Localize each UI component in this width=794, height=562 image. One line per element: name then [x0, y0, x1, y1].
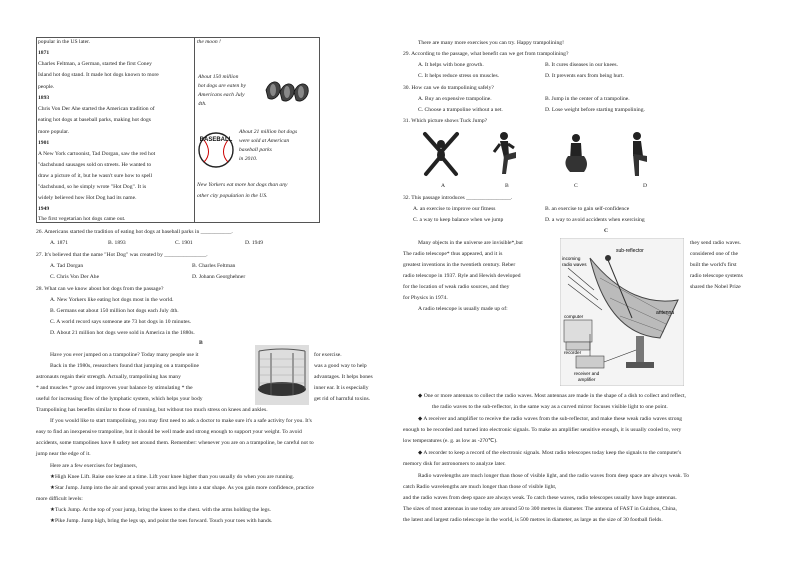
- passage-b-line: accidents, some trampolines have 8 safety net around them. Remember: whenever you are on a trampoline, be careful not to: [36, 440, 314, 446]
- passage-c-line: for the location of weak radio sources, and they: [403, 284, 510, 290]
- q29-option[interactable]: C. It helps reduce stress on muscles.: [418, 73, 500, 79]
- passage-c-right: built the world's first: [690, 262, 737, 268]
- passage-b-right: inner ear. It is especially: [314, 385, 369, 391]
- section-c-heading: C: [604, 228, 609, 234]
- timeline-line: Island hot dog stand. It made hot dogs known to more: [38, 72, 159, 78]
- bullet-receiver: ◆ A receiver and amplifier to receive the radio waves from the sub-reflector, and make these weak radio waves strong: [418, 416, 683, 422]
- timeline-line: "dachshund sausages sold on streets. He wanted to: [38, 162, 152, 168]
- exercise-item: ★Star Jump. Jump into the air and spread your arms and legs into a star shape. As you gain more confidence, practice: [50, 485, 314, 491]
- timeline-line: draw a picture of it, but he wasn't sure how to spell: [38, 173, 153, 179]
- bullet-receiver: enough to be recorded and turned into electronic signals. To make an amplifier sensitive enough, it is usually cooled to, very: [403, 427, 682, 433]
- side-fact-1: 4th.: [198, 101, 207, 107]
- q27-option[interactable]: B. Charles Feltman: [192, 263, 236, 269]
- passage-b-right: advantages. It helps bones: [314, 374, 373, 380]
- q31-label-c: C: [574, 183, 578, 189]
- label-computer: computer: [564, 314, 584, 319]
- exercise-item: more difficult levels:: [36, 496, 83, 502]
- timeline-line: Charles Feltman, a German, started the first Coney: [38, 61, 152, 67]
- q27-option[interactable]: C. Chris Von Der Ahe: [50, 274, 100, 280]
- passage-c-line: A radio telescope is usually made up of:: [418, 306, 508, 312]
- q28-option[interactable]: C. A world record says someone ate 73 hot dogs in 10 minutes.: [50, 319, 192, 325]
- side-fact-3: New Yorkers eat more hot dogs than any: [197, 182, 288, 188]
- timeline-line: "dachshund, so he simply wrote "Hot Dog". It is: [38, 184, 147, 190]
- passage-b-line: Have you ever jumped on a trampoline? Today many people use it: [50, 352, 199, 358]
- timeline-year: 1901: [38, 140, 50, 146]
- timeline-line: more popular.: [38, 129, 70, 135]
- passage-c-tail: the latest and largest radio telescope in the world, is 500 metres in diameter, as large as the size of 30 football fields.: [403, 517, 663, 523]
- table-divider: [194, 37, 195, 223]
- bullet-antenna: ◆ One or more antennas to collect the radio waves. Most antennas are made in the shape of a dish to collect and reflect,: [418, 393, 686, 399]
- q26-option[interactable]: D. 1949: [245, 240, 264, 246]
- q30-option[interactable]: D. Lose weight before starting trampolining.: [545, 107, 645, 113]
- q29-option[interactable]: D. It prevents ears from being hurt.: [545, 73, 624, 79]
- timeline-year: 1871: [38, 50, 50, 56]
- bullet-receiver: low temperatures (e. g. as low as -270℃).: [403, 438, 498, 444]
- q31-label-a: A: [441, 183, 446, 189]
- tuck-jump-figure[interactable]: [560, 132, 592, 178]
- star-jump-figure[interactable]: [420, 130, 462, 178]
- trampoline-image: [255, 345, 309, 405]
- label-receiver: amplifier: [578, 377, 596, 382]
- passage-b-right: get rid of harmful toxins.: [314, 396, 371, 402]
- q31-stem: 31. Which picture shows Tuck Jump?: [403, 118, 488, 124]
- label-receiver: receiver and: [574, 371, 600, 376]
- timeline-year: 1949: [38, 206, 50, 212]
- q26-option[interactable]: C. 1901: [175, 240, 193, 246]
- side-fact-3: other city population in the US.: [197, 193, 268, 199]
- passage-b-line: jump near the edge of it.: [36, 451, 91, 457]
- passage-b-line: Here are a few exercises for beginners,: [50, 463, 138, 469]
- baseball-label: BASEBALL: [199, 137, 233, 143]
- q32-option[interactable]: D. a way to avoid accidents when exercising: [545, 217, 645, 223]
- passage-c-tail: The sizes of most antennas in use today are around 50 to 300 metres in diameter. The antenna of FAST in Guizhou, China,: [403, 506, 677, 512]
- q32-option[interactable]: A. an exercise to improve our fitness: [413, 206, 496, 212]
- radio-telescope-diagram: [560, 238, 684, 386]
- q27-stem: 27. It's believed that the name "Hot Dog" was created by _______________.: [36, 252, 208, 258]
- q29-option[interactable]: B. It cures diseases in our knees.: [545, 62, 619, 68]
- passage-b-line: Trampolining has benefits similar to those of running, but without too much stress on knees and ankles.: [36, 407, 268, 413]
- passage-c-right: considered one of the: [690, 251, 738, 257]
- exercise-item: ★High Knee Lift. Raise one knee at a time. Lift your knee higher than you usually do when you are running.: [50, 474, 295, 480]
- q31-label-b: B: [505, 183, 509, 189]
- timeline-line: eating hot dogs at baseball parks, making hot dogs: [38, 117, 151, 123]
- passage-b-line: If you would like to start trampolining, you may first need to ask a doctor to make sure it's a safe activity for you. It's: [50, 418, 312, 424]
- side-fact-2: About 21 million hot dogs: [239, 129, 298, 135]
- label-computer: recorder: [564, 350, 582, 355]
- q26-option[interactable]: A. 1871: [50, 240, 69, 246]
- label-antenna: antenna: [656, 310, 675, 316]
- q30-option[interactable]: B. Jump in the center of a trampoline.: [545, 96, 630, 102]
- q32-stem: 32. This passage introduces ________________.: [403, 195, 513, 201]
- side-fact-1: About 150 million: [198, 74, 239, 80]
- q32-option[interactable]: B. an exercise to gain self-confidence: [545, 206, 630, 212]
- label-incoming: incoming: [562, 256, 581, 261]
- q30-stem: 30. How can we do trampolining safely?: [403, 85, 494, 91]
- bullet-recorder: memory disk for astronomers to analyze later.: [403, 461, 506, 467]
- passage-c-right: shared the Nobel Prize: [690, 284, 741, 290]
- q32-option[interactable]: C. a way to keep balance when we jump: [413, 217, 504, 223]
- timeline-line: popular in the US later.: [38, 39, 91, 45]
- high-knee-figure[interactable]: [490, 130, 522, 180]
- timeline-year: 1893: [38, 95, 50, 101]
- passage-c-line: The radio telescope* thus appeared, and it is: [403, 251, 503, 257]
- exercise-item: ★Tuck Jump. At the top of your jump, bring the knees to the chest. with the arms holding the legs.: [50, 507, 271, 513]
- q27-option[interactable]: D. Johann Georghehner: [192, 274, 246, 280]
- q26-option[interactable]: B. 1893: [108, 240, 126, 246]
- passage-b-line: easy to find an inexpensive trampoline, but it should be well made and strong enough to support your weight. To avoid: [36, 429, 302, 435]
- bullet-antenna: the radio waves to the sub-reflector, in the same way as a curved mirror focuses visible light to one point.: [432, 404, 668, 410]
- passage-c-tail: Radio wavelengths are much longer than those of visible light, and the radio waves from deep space are always weak. To: [418, 473, 690, 479]
- baseball-image: [196, 128, 236, 170]
- q30-option[interactable]: C. Choose a trampoline without a net.: [418, 107, 503, 113]
- pike-jump-figure[interactable]: [625, 130, 657, 180]
- passage-c-tail: catch Radio wavelengths are much longer than those of visible light,: [403, 484, 557, 490]
- q28-option[interactable]: A. New Yorkers like eating hot dogs most in the world.: [50, 297, 174, 303]
- timeline-line: Chris Von Der Ahe started the American tradition of: [38, 106, 155, 112]
- passage-b-line: Back in the 1980s, researchers found that jumping on a trampoline: [50, 363, 199, 369]
- side-fact-2: were sold at American: [239, 138, 290, 144]
- passage-b-right: was a good way to help: [314, 363, 367, 369]
- passage-b-line: * and muscles * grow and improves your balance by stimulating * the: [36, 385, 193, 391]
- timeline-line: A New York cartoonist, Tad Dorgan, saw the red hot: [38, 151, 156, 157]
- passage-b-line: useful for increasing flow of the lymphatic system, which helps your body: [36, 396, 203, 402]
- side-fact-1: Americans each July: [198, 92, 245, 98]
- passage-b-line: astronauts regain their strength. Actually, trampolining has many: [36, 374, 181, 380]
- passage-c-tail: and the radio waves from deep space are always weak. To catch these waves, radio telescopes usually have huge antennas.: [403, 495, 677, 501]
- bullet-recorder: ◆ A recorder to keep a record of the electronic signals. Most radio telescopes today keep the signals to the computer's: [418, 450, 682, 456]
- passage-b-right: for exercise.: [314, 352, 342, 358]
- side-fact-2: baseball parks: [239, 147, 272, 153]
- timeline-line: The first vegetarian hot dogs came out.: [38, 216, 126, 222]
- label-incoming: radio waves: [562, 262, 587, 267]
- q28-option[interactable]: B. Germans eat about 150 million hot dogs each July 4th.: [50, 308, 179, 314]
- passage-c-right: radio telescope systems: [690, 273, 743, 279]
- q26-stem: 26. Americans started the tradition of eating hot dogs at baseball parks in ___________.: [36, 229, 233, 235]
- q29-stem: 29. According to the passage, what benefit can we get from trampolining?: [403, 51, 569, 57]
- exercise-item: ★Pike Jump. Jump high, bring the legs up, and point the toes forward. Touch your toes with hands.: [50, 518, 273, 524]
- passage-c-line: radio telescope in 1937. Ryle and Hewish developed: [403, 273, 521, 279]
- passage-c-line: greatest inventions in the twentieth century. Reber: [403, 262, 516, 268]
- passage-c-right: they send radio waves.: [690, 240, 741, 246]
- q29-option[interactable]: A. It helps with bone growth.: [418, 62, 484, 68]
- intro-line: There are many more exercises you can try. Happy trampolining!: [418, 40, 564, 46]
- side-top-text: the moon !: [197, 39, 221, 45]
- passage-c-line: Many objects in the universe are invisible*,but: [418, 240, 523, 246]
- timeline-line: widely believed how Hot Dog had its name.: [38, 195, 137, 201]
- passage-c-line: for Physics in 1974.: [403, 295, 448, 301]
- label-sub-reflector: sub-reflector: [616, 248, 644, 254]
- hotdogs-image: [262, 76, 316, 108]
- side-fact-2: in 2010.: [239, 156, 258, 162]
- q28-option[interactable]: D. About 21 million hot dogs were sold in America in the 1880s.: [50, 330, 195, 336]
- side-fact-1: hot dogs are eaten by: [198, 83, 246, 89]
- q30-option[interactable]: A. Buy an expensive trampoline.: [418, 96, 492, 102]
- q31-label-d: D: [643, 183, 648, 189]
- q27-option[interactable]: A. Tad Dorgan: [50, 263, 84, 269]
- q28-stem: 28. What can we know about hot dogs from the passage?: [36, 286, 164, 292]
- section-b-heading: B: [199, 340, 203, 346]
- timeline-line: people.: [38, 84, 55, 90]
